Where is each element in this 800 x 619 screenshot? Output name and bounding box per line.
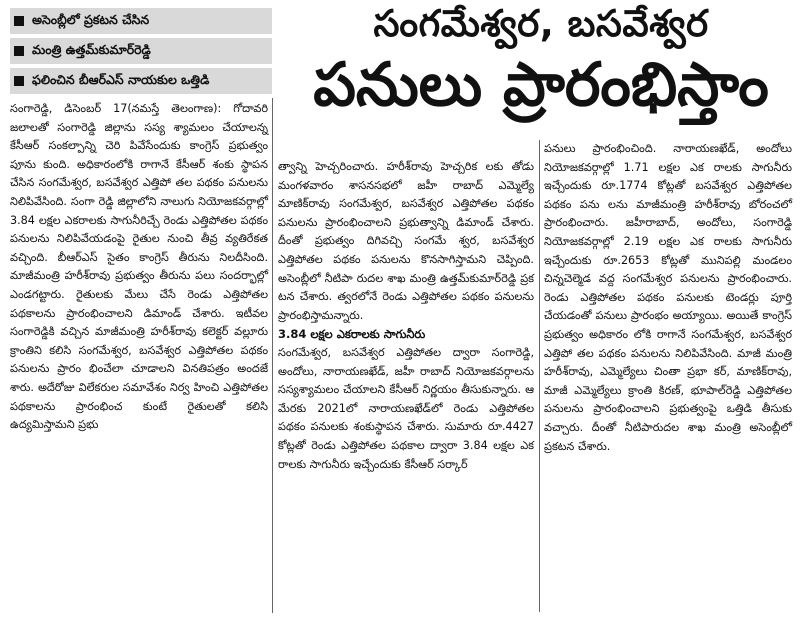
article-paragraph: సంగారెడ్డి, డిసెంబర్ 17(నమస్తే తెలంగాణ): గోదావరి జలాలతో సంగారెడ్డి జిల్లాను సస్య శ్యామలం చేయాలన్న కేసీఆర్ సంకల్పాన్ని చెరి పివేసేందుకు కాంగ్రెస్ ప్రభుత్వం పూను కుంది. అధికారంలోకి రాగానే కేసీఆర్ శంకు స్థాపన చేసిన సంగమేశ్వర, బసవేశ్వర ఎత్తిపో తల పథకం పనులను నిలిపివేసింది. సంగా రెడ్డి జిల్లాలోని నాలుగు నియోజకవర్గాల్లో 3.84 లక్షల ఎకరాలకు సాగునీరిచ్చే రెండు ఎత్తిపోతల పథకం పనులను నిలిపివేయడంపై రైతుల నుంచి తీవ్ర వ్యతిరేకత వచ్చింది. బీఆర్ఎస్ సైతం కాంగ్రెస్ తీరును నిలదీసింది. మాజీమంత్రి హరీశ్‌రావు ప్రభుత్వం తీరును పలు సందర్భాల్లో ఎండగట్టారు. రైతులకు మేలు చేసే రెండు ఎత్తిపోతల పథకాలను ప్రారంభించాలని డిమాండ్ చేశారు. ఇటీవల సంగారెడ్డికి వచ్చిన మాజీమంత్రి హరీశ్‌రావు కలెక్టర్ వల్లూరు క్రాంతిని కలిసి సంగమేశ్వర, బసవేశ్వర ఎత్తిపోతల పథకం పనులను ప్రారం భించేలా చూడాలని వినతిపత్రం అందజే శారు. అదేరోజు విలేకరుల సమావేశం నిర్వ హించి ఎత్తిపోతల పథకాలను ప్రారంభించ కుంటే రైతులతో కలిసి ఉద్యమిస్తామని ప్రభు xyxy=(10,102,268,432)
article-paragraph: సంగమేశ్వర, బసవేశ్వర ఎత్తిపోతల ద్వారా సంగారెడ్డి, అందోలు, నారాయణఖేడ్, జహీ రాబాద్ నియోజకవర్గాలను సస్యశ్యామలం చేయాలని కేసీఆర్ నిర్ణయం తీసుకున్నారు. ఆ మేరకు 2021లో నారాయణఖేడ్‌లో రెండు ఎత్తిపోతల పథకం పనులకు శంకుస్థాపన చేశారు. సుమారు రూ.4427 కోట్లతో రెండు ఎత్తిపోతల పథకాల ద్వారా 3.84 లక్షల ఎక రాలకు సాగునీరు ఇచ్చేందుకు కేసీఆర్ సర్కార్ xyxy=(278,345,534,471)
article-paragraph: త్వాన్ని హెచ్చరించారు. హరీశ్‌రావు హెచ్చరిక లకు తోడు మంగళవారం శాసనసభలో జహీ రాబాద్ ఎమ్మెల్యే మాణిక్‌రావు సంగమేశ్వర, బసవేశ్వర ఎత్తిపోతల పథకం పనులను ప్రారంభించాలని ప్రభుత్వాన్ని డిమాండ్ చేశారు. దీంతో ప్రభుత్వం దిగివచ్చి సంగమే శ్వర, బసవేశ్వర ఎత్తిపోతల పథకం పనులను కొనసాగిస్తామని చెప్పింది. అసెంబ్లీలో నీటిపా రుదల శాఖ మంత్రి ఉత్తమ్‌కుమార్‌రెడ్డి ప్రక టన చేశారు. త్వరలోనే రెండు ఎత్తిపోతల పథకం పనులను ప్రారంభిస్తామన్నారు. xyxy=(278,160,534,322)
bullet-text: అసెంబ్లీలో ప్రకటన చేసిన xyxy=(32,11,150,27)
article-paragraph: పనులు ప్రారంభించింది. నారాయణఖేడ్, అందోలు నియోజకవర్గాల్లో 1.71 లక్షల ఎక రాలకు సాగునీరు ఇచ్చేందుకు రూ.1774 కోట్లతో బసవేశ్వర ఎత్తిపోతల పథకం పను లను మాజీమంత్రి హరీశ్‌రావు బోరంచలో ప్రారంభించారు. జహీరాబాద్, అందోలు, సంగారెడ్డి నియోజకవర్గాల్లో 2.19 లక్షల ఎక రాలకు సాగునీరు ఇచ్చేందుకు రూ.2653 కోట్లతో మునిపల్లి మండలం చిన్నచెల్మెడ వద్ద సంగమేశ్వర పనులను ప్రారంభించారు. రెండు ఎత్తిపోతల పథకం పనులకు టెండర్లు పూర్తి చేయడంతో పనులు ప్రారంభం అయ్యాయి. అయితే కాంగ్రెస్ ప్రభుత్వం అధికారం లోకి రాగానే సంగమేశ్వర, బసవేశ్వర ఎత్తిపో తల పథకం పనులను నిలిపివేసింది. మాజీ మంత్రి హరీశ్‌రావు, ఎమ్మెల్యేలు చింతా ప్రభా కర్, మాణిక్‌రావు, మాజీ ఎమ్మెల్యేలు క్రాంతి కిరణ్, భూపాల్‌రెడ్డి ఎత్తిపోతల పనులను ప్రారంభించాలని ప్రభుత్వంపై ఒత్తిడి తీసుకు వచ్చారు. దీంతో నీటిపారుదల శాఖ మంత్రి అసెంబ్లీలో ప్రకటన చేశారు. xyxy=(544,142,792,453)
square-bullet-icon xyxy=(14,76,24,86)
bullet-item xyxy=(10,38,272,64)
article-subheading: 3.84 లక్షల ఎకరాలకు సాగునీరు xyxy=(278,327,426,342)
bullet-text: మంత్రి ఉత్తమ్‌కుమార్‌రెడ్డి xyxy=(32,41,151,57)
article-column-1 xyxy=(10,100,268,435)
article-column-3 xyxy=(544,140,792,456)
article-column-2 xyxy=(278,158,534,474)
highlight-bullets xyxy=(10,8,272,98)
column-divider xyxy=(539,140,540,612)
bullet-item xyxy=(10,68,272,94)
bullet-item xyxy=(10,8,272,34)
square-bullet-icon xyxy=(14,16,24,26)
square-bullet-icon xyxy=(14,46,24,56)
headline-line-2: పనులు ప్రారంభిస్తాం xyxy=(313,50,769,120)
headline-line-1: సంగమేశ్వర, బసవేశ్వర xyxy=(373,2,709,45)
column-divider xyxy=(272,98,273,613)
bullet-text: ఫలించిన బీఆర్ఎస్ నాయకుల ఒత్తిడి xyxy=(32,71,210,87)
